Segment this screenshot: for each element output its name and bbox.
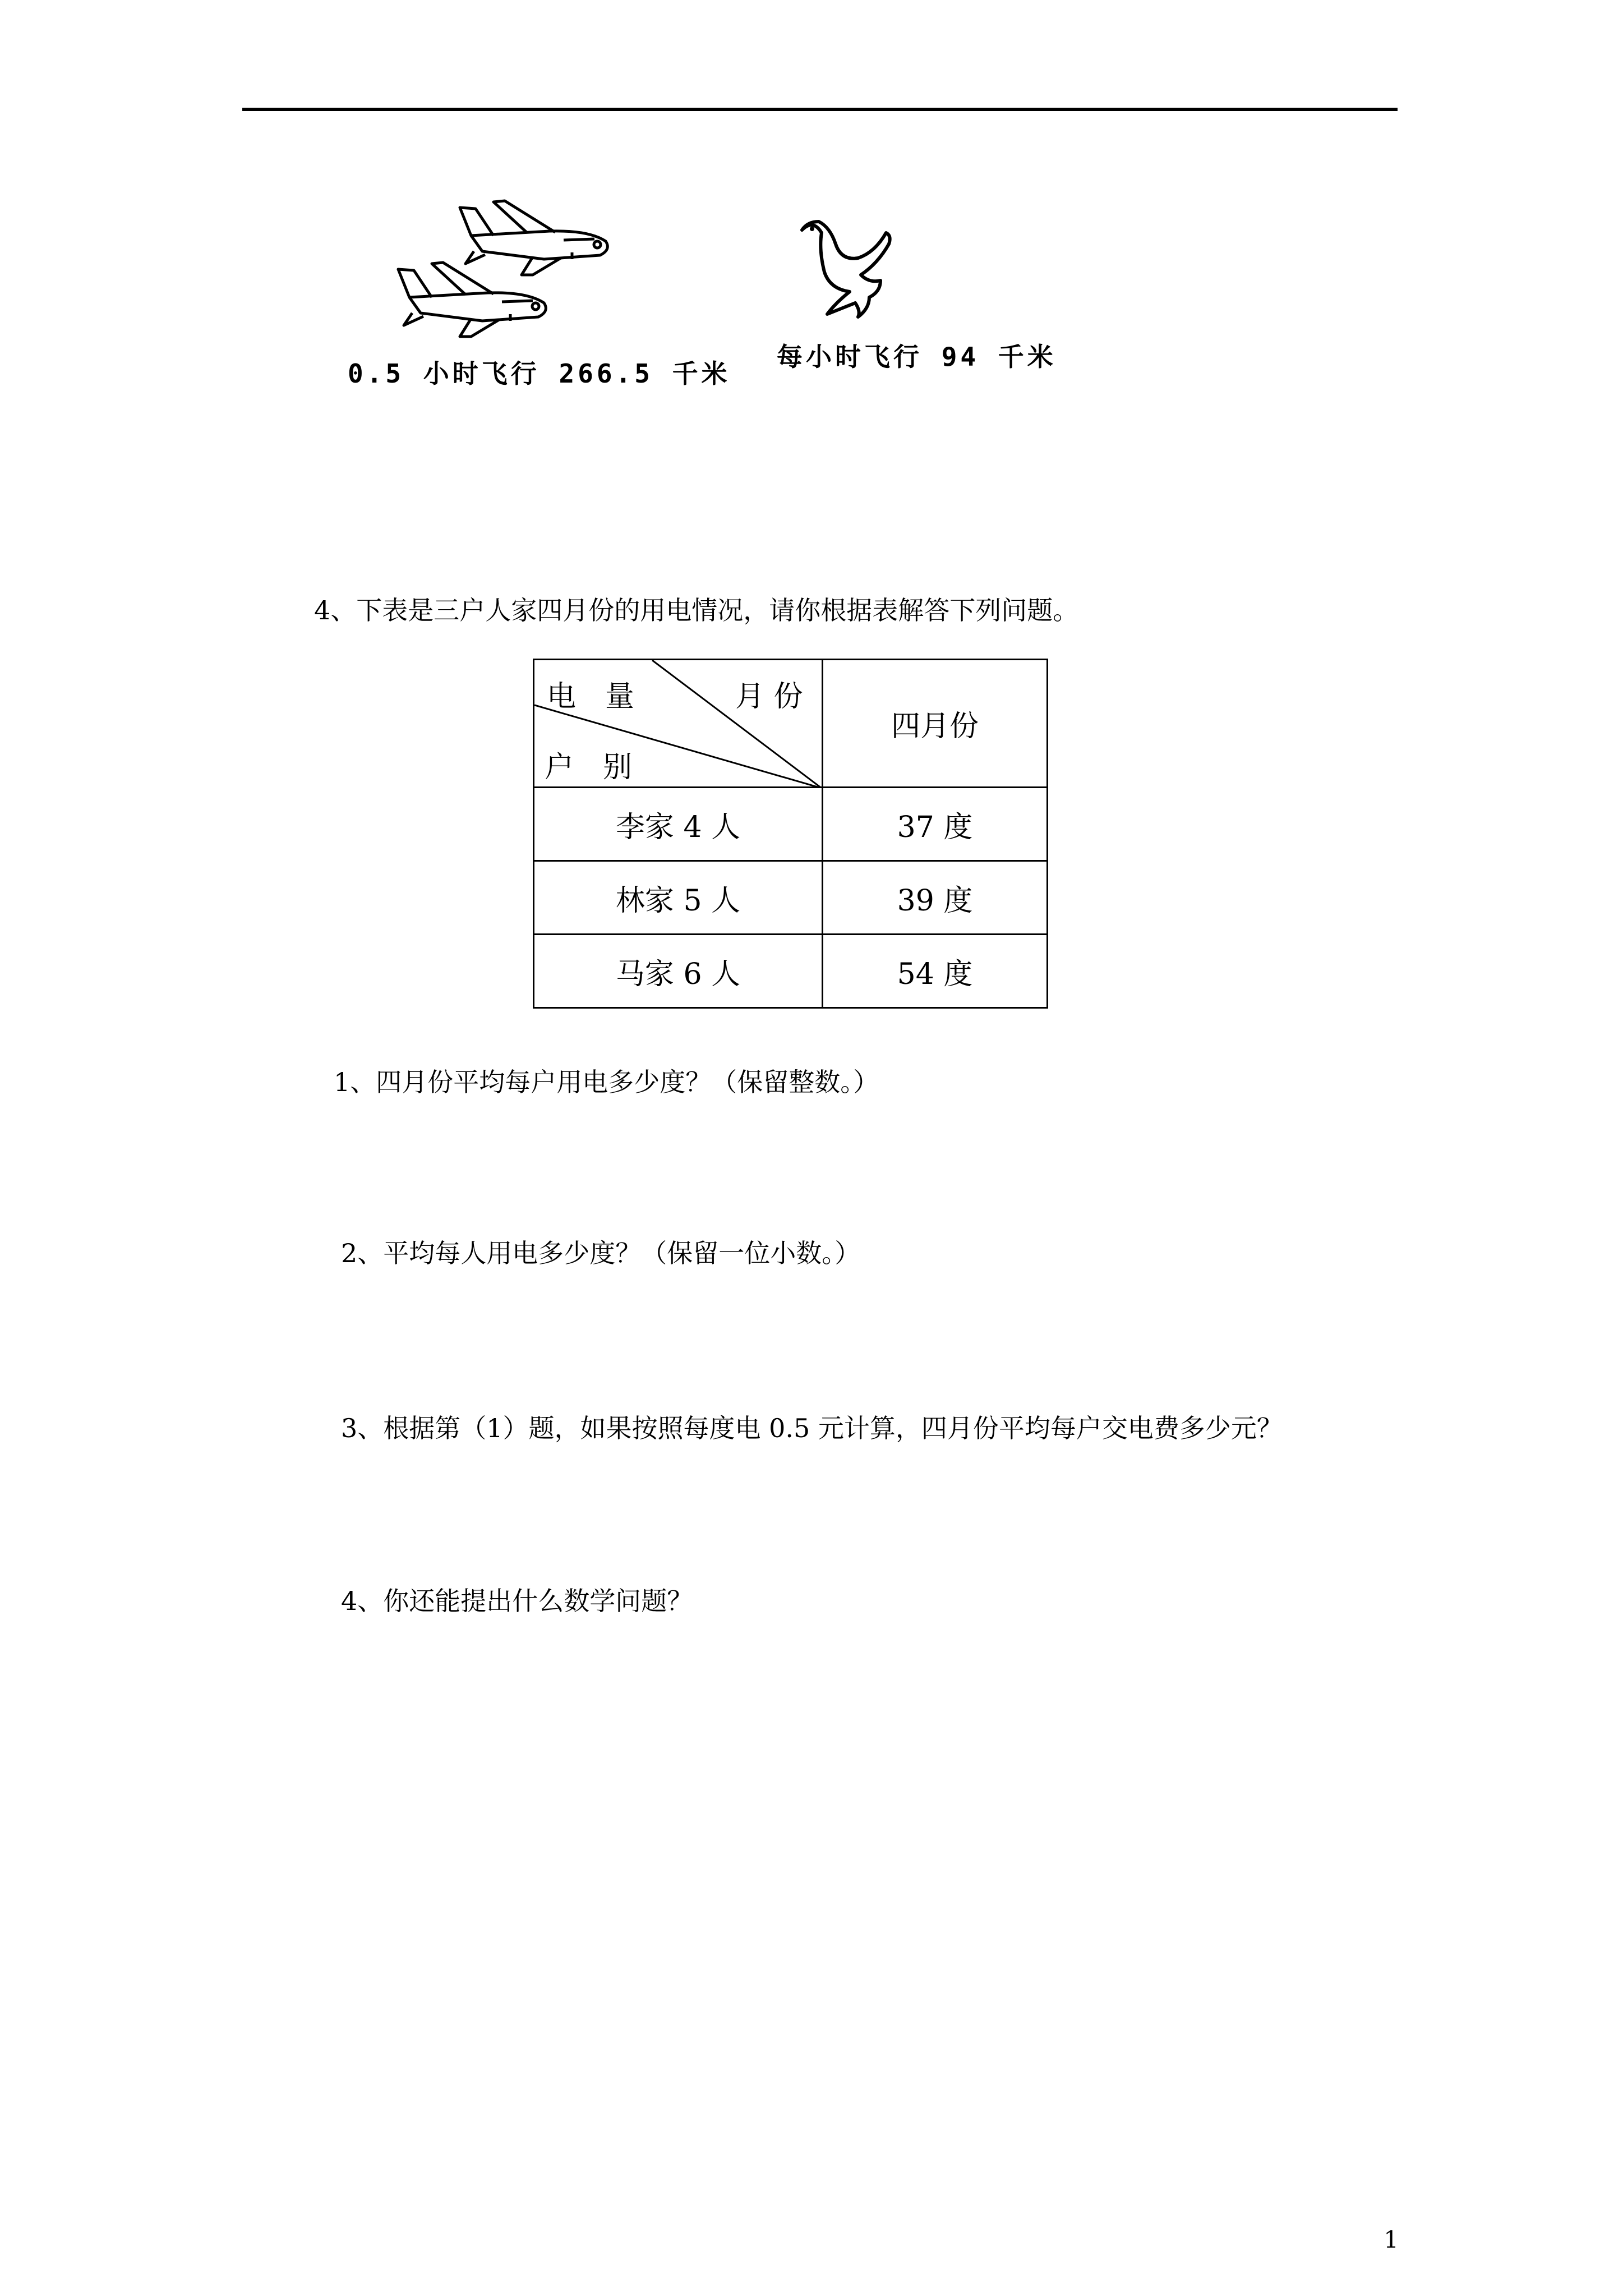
page-number: 1 <box>1384 2226 1399 2253</box>
question-intro: 4、下表是三户人家四月份的用电情况，请你根据表解答下列问题。 <box>314 595 1079 625</box>
subquestion-1: 1、四月份平均每户用电多少度？（保留整数。） <box>334 1067 879 1097</box>
subquestion-3: 3、根据第（1）题，如果按照每度电 0.5 元计算，四月份平均每户交电费多少元？ <box>341 1413 1283 1443</box>
table-row <box>534 861 1048 935</box>
subquestion-2: 2、平均每人用电多少度？（保留一位小数。） <box>341 1238 861 1268</box>
dove-icon <box>796 219 897 320</box>
header-april-cell: 四月份 <box>823 660 1048 788</box>
family-cell: 林家 5 人 <box>534 861 823 935</box>
table-row <box>534 788 1048 861</box>
usage-cell: 54 度 <box>823 935 1048 1008</box>
table-row <box>534 935 1048 1008</box>
usage-cell: 37 度 <box>823 788 1048 861</box>
usage-cell: 39 度 <box>823 861 1048 935</box>
subquestion-4: 4、你还能提出什么数学问题？ <box>341 1586 693 1616</box>
header-household-label: 户 别 <box>545 751 633 784</box>
family-cell: 李家 4 人 <box>534 788 823 861</box>
header-quantity-label: 电 量 <box>547 680 635 714</box>
bird-caption: 每小时飞行 94 千米 <box>777 342 1057 372</box>
airplane-icon <box>393 191 617 359</box>
diagonal-header-cell <box>534 660 823 788</box>
family-cell: 马家 6 人 <box>534 935 823 1008</box>
header-rule <box>242 108 1398 111</box>
plane-caption: 0.5 小时飞行 266.5 千米 <box>348 358 731 389</box>
header-month-label: 月 份 <box>735 680 803 714</box>
table-header-row <box>534 660 1048 788</box>
usage-table <box>533 659 1048 1009</box>
